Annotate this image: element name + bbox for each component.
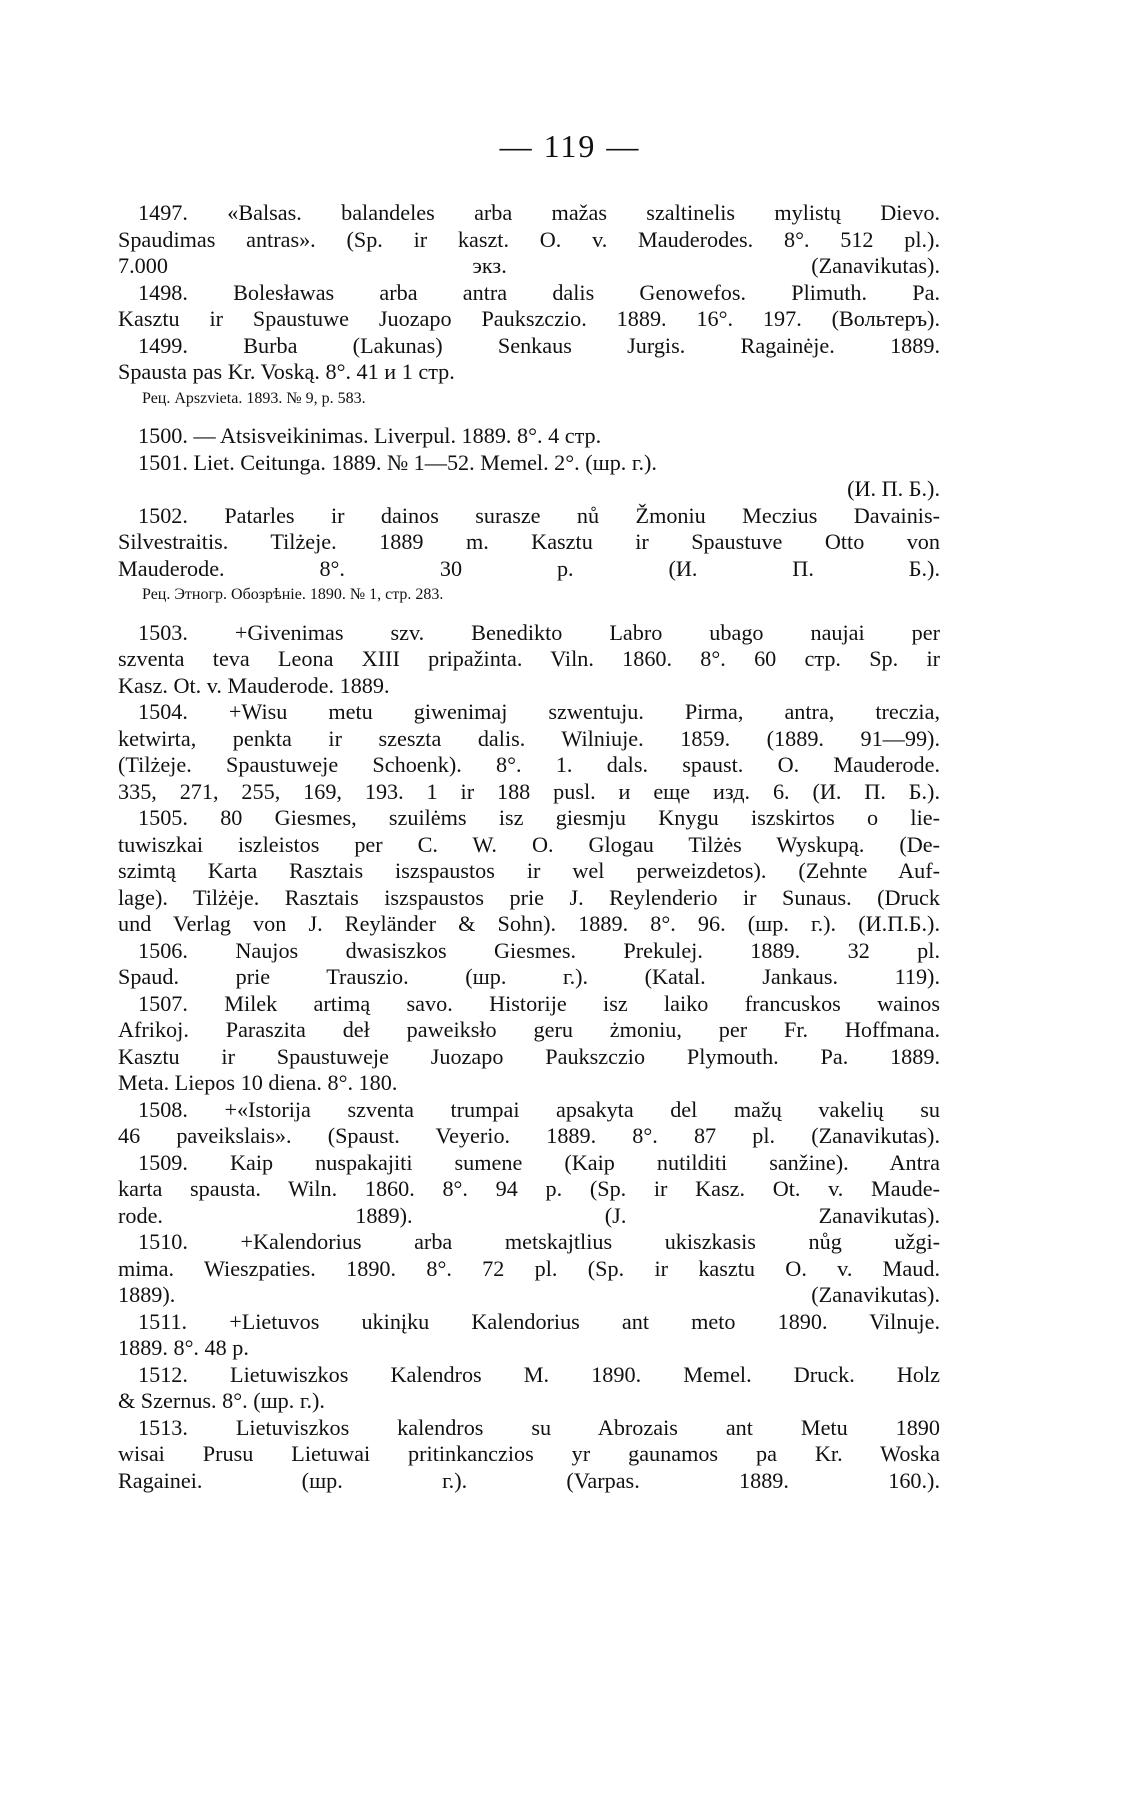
entry-1511-line-2: 1889. 8°. 48 p. [118,1335,249,1360]
entry-1507-line-1: 1507. Milek artimą savo. Historije isz laiko francuskos wainos [138,990,940,1016]
entry-1498-line-1: 1498. Bolesławas arba antra dalis Genowefos. Plimuth. Pa. [138,279,940,305]
entry-1513-line-2: wisai Prusu Lietuwai pritinkanczios yr gaunamos pa Kr. Woska [118,1441,940,1466]
entry-1504-line-1: 1504. +Wisu metu giwenimaj szwentuju. Pirma, antra, treczia, [138,699,940,724]
page-number: — 119 — [499,128,641,164]
entry-1504-line-2: ketwirta, penkta ir szeszta dalis. Wilniuje. 1859. (1889. 91—99). [118,725,940,751]
entry-1497-line-2: Spaudimas antras». (Sp. ir kaszt. O. v. Mauderodes. 8°. 512 pl.). [118,226,940,252]
entry-1509-line-1: 1509. Kaip nuspakajiti sumene (Kaip nutilditi sanžine). Antra [138,1149,940,1175]
entry-1502-line-3: Mauderode. 8°. 30 p. (И. П. Б.). [118,555,940,581]
entry-1505-line-1: 1505. 80 Giesmes, szuilėms isz giesmju Knygu iszskirtos o lie- [138,805,940,830]
entry-1512-line-1: 1512. Lietuwiszkos Kalendros M. 1890. Memel. Druck. Holz [138,1361,940,1387]
entry-1499-line-1: 1499. Burba (Lakunas) Senkaus Jurgis. Ragainėje. 1889. [138,332,940,358]
entry-1500-line-1: 1500. — Atsisveikinimas. Liverpul. 1889. 8°. 4 стр. [138,423,602,448]
entry-1507-line-4: Meta. Liepos 10 diena. 8°. 180. [118,1070,398,1095]
entry-1508-line-2: 46 paveikslais». (Spaust. Veyerio. 1889. 8°. 87 pl. (Zanavikutas). [118,1123,940,1148]
entry-1507-line-2: Afrikoj. Paraszita deł paweiksło geru żmoniu, per Fr. Hoffmana. [118,1017,940,1042]
entry-1509-line-2: karta spausta. Wiln. 1860. 8°. 94 p. (Sp. ir Kasz. Ot. v. Maude- [118,1176,940,1201]
entry-1499-review: Рец. Apszvieta. 1893. № 9, p. 583. [142,389,366,407]
entry-1503-line-2: szventa teva Leona XIII pripažinta. Viln. 1860. 8°. 60 стр. Sp. ir [118,646,940,671]
entry-1513-line-3: Ragainei. (шр. г.). (Varpas. 1889. 160.). [118,1467,940,1493]
entry-1506-line-1: 1506. Naujos dwasiszkos Giesmes. Prekulej. 1889. 32 pl. [138,937,940,963]
entry-1498-line-2: Kasztu ir Spaustuwe Juozapo Paukszczio. 1889. 16°. 197. (Вольтеръ). [118,306,940,331]
entry-1504-line-3: (Tilżeje. Spaustuweje Schoenk). 8°. 1. dals. spaust. O. Mauderode. [118,752,940,777]
entry-1505-line-4: lage). Tilżėje. Rasztais iszspaustos prie J. Reylenderio ir Sunaus. (Druck [118,884,940,910]
entry-1502-line-2: Silvestraitis. Tilżeje. 1889 m. Kasztu ir Spaustuve Otto von [118,529,940,554]
entry-1501-line-1: 1501. Liet. Ceitunga. 1889. № 1—52. Memel. 2°. (шр. г.). [138,449,657,475]
entry-1508-line-1: 1508. +«Istorija szventa trumpai apsakyta del mažų vakelių su [138,1096,940,1122]
entry-1509-line-3: rode. 1889). (J. Zanavikutas). [118,1202,940,1228]
entry-1502-review: Рец. Этногр. Обозрѣніе. 1890. № 1, стр. 283. [142,586,444,603]
entry-1505-line-5: und Verlag von J. Reyländer & Sohn). 1889. 8°. 96. (шр. г.). (И.П.Б.). [118,911,940,936]
entry-1501-source: (И. П. Б.). [847,476,940,501]
entry-1497-line-3: 7.000 экз. (Zanavikutas). [118,253,940,278]
entry-1510-line-1: 1510. +Kalendorius arba metskajtlius ukiszkasis nůg užgi- [138,1229,940,1254]
entry-1510-line-2: mima. Wieszpaties. 1890. 8°. 72 pl. (Sp. ir kasztu O. v. Maud. [118,1255,940,1281]
entry-1511-line-1: 1511. +Lietuvos ukinįku Kalendorius ant meto 1890. Vilnuje. [138,1308,940,1334]
entry-1499-line-2: Spausta pas Kr. Voską. 8°. 41 и 1 стр. [118,359,455,384]
entry-1512-line-2: & Szernus. 8°. (шр. г.). [118,1388,325,1413]
entry-1513-line-1: 1513. Lietuviszkos kalendros su Abrozais ant Metu 1890 [138,1414,940,1440]
entry-1503-line-1: 1503. +Givenimas szv. Benedikto Labro ubago naujai per [138,619,940,645]
entry-1507-line-3: Kasztu ir Spaustuweje Juozapo Paukszczio Plymouth. Pa. 1889. [118,1043,940,1069]
entry-1505-line-2: tuwiszkai iszleistos per C. W. O. Glogau Tilżės Wyskupą. (De- [118,831,940,857]
entry-1504-line-4: 335, 271, 255, 169, 193. 1 ir 188 pusl. и еще изд. 6. (И. П. Б.). [118,778,940,804]
entries-column [118,200,940,1494]
entry-1506-line-2: Spaud. prie Trauszio. (шр. г.). (Katal. Jankaus. 119). [118,964,940,989]
entry-1503-line-3: Kasz. Ot. v. Mauderode. 1889. [118,672,390,698]
entry-1510-line-3: 1889). (Zanavikutas). [118,1282,940,1307]
entry-1505-line-3: szimtą Karta Rasztais iszspaustos ir wel perweizdetos). (Zehnte Auf- [118,858,940,883]
entry-1497-line-1: 1497. «Balsas. balandeles arba mažas szaltinelis mylistų Dievo. [138,200,940,225]
entry-1502-line-1: 1502. Patarles ir dainos surasze nů Žmoniu Meczius Davainis- [138,502,940,528]
